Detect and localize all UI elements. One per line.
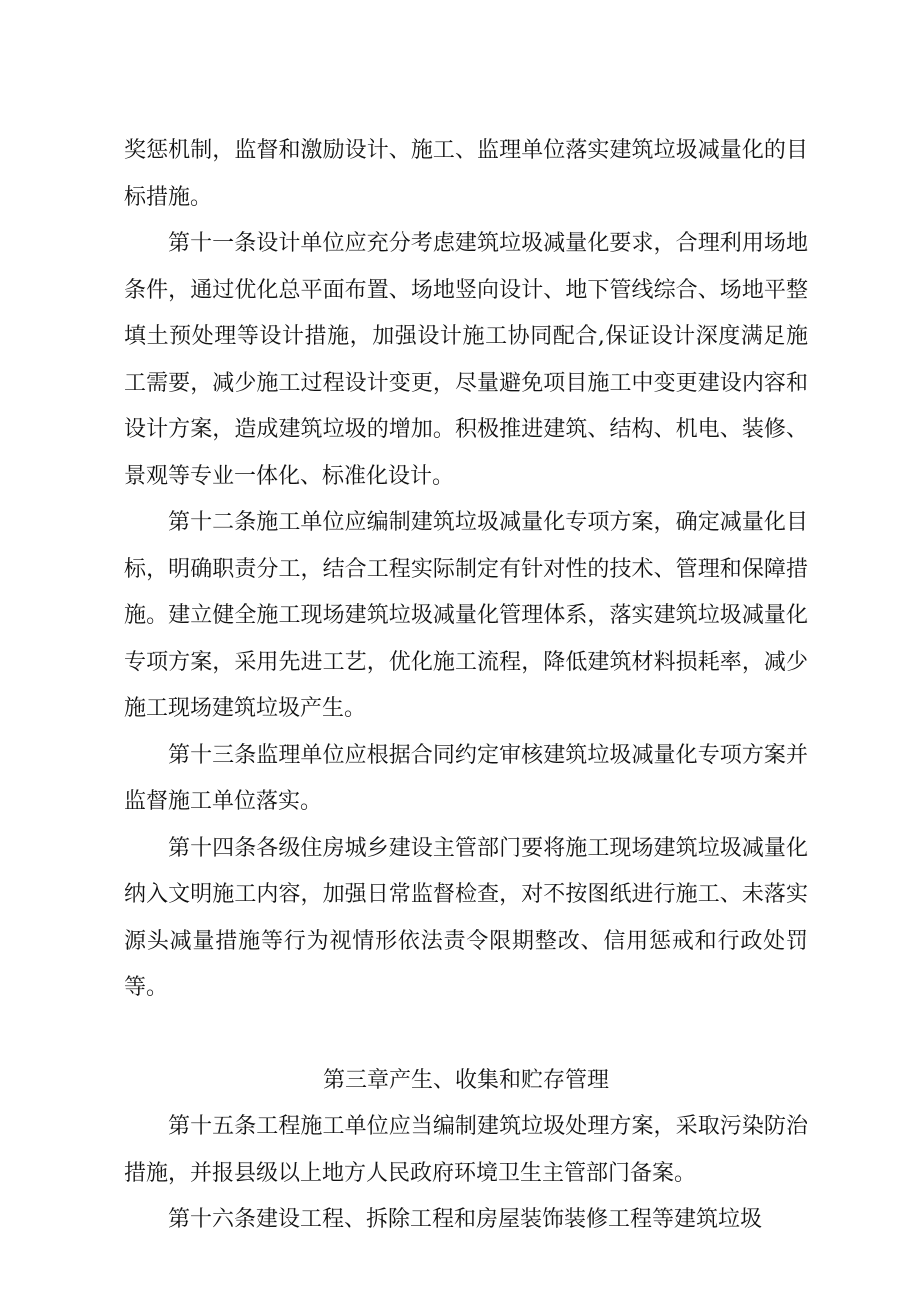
paragraph-article-16: 第十六条建设工程、拆除工程和房屋装饰装修工程等建筑垃圾 xyxy=(168,1207,763,1232)
chapter-title: 第三章产生、收集和贮存管理 xyxy=(322,1067,609,1093)
paragraph-article-12: 第十二条施工单位应编制建筑垃圾减量化专项方案，确定减量化目标，明确职责分工，结合工程实际制定有针对性的技术、管理和保障措施。建立健全施工现场建筑垃圾减量化管理体系，落实建筑垃圾减量化专项方案，采用先进工艺，优化施工流程，降低建筑材料损耗率，减少施工现场建筑垃圾产生。 xyxy=(124,510,808,721)
paragraph-continuation: 奖惩机制，监督和激励设计、施工、监理单位落实建筑垃圾减量化的目标措施。 xyxy=(124,138,808,210)
paragraph-article-13: 第十三条监理单位应根据合同约定审核建筑垃圾减量化专项方案并监督施工单位落实。 xyxy=(124,742,808,814)
paragraph-article-15: 第十五条工程施工单位应当编制建筑垃圾处理方案，采取污染防治措施，并报县级以上地方人民政府环境卫生主管部门备案。 xyxy=(124,1114,808,1186)
paragraph-article-11: 第十一条设计单位应充分考虑建筑垃圾减量化要求，合理利用场地条件，通过优化总平面布置、场地竖向设计、地下管线综合、场地平整填土预处理等设计措施，加强设计施工协同配合,保证设计深度满足施工需要，减少施工过程设计变更，尽量避免项目施工中变更建设内容和设计方案，造成建筑垃圾的增加。积极推进建筑、结构、机电、装修、景观等专业一体化、标准化设计。 xyxy=(124,231,808,489)
document-body xyxy=(124,128,808,1244)
paragraph-article-14: 第十四条各级住房城乡建设主管部门要将施工现场建筑垃圾减量化纳入文明施工内容，加强日常监督检查，对不按图纸进行施工、未落实源头减量措施等行为视情形依法责令限期整改、信用惩戒和行政处罚等。 xyxy=(124,835,808,1000)
